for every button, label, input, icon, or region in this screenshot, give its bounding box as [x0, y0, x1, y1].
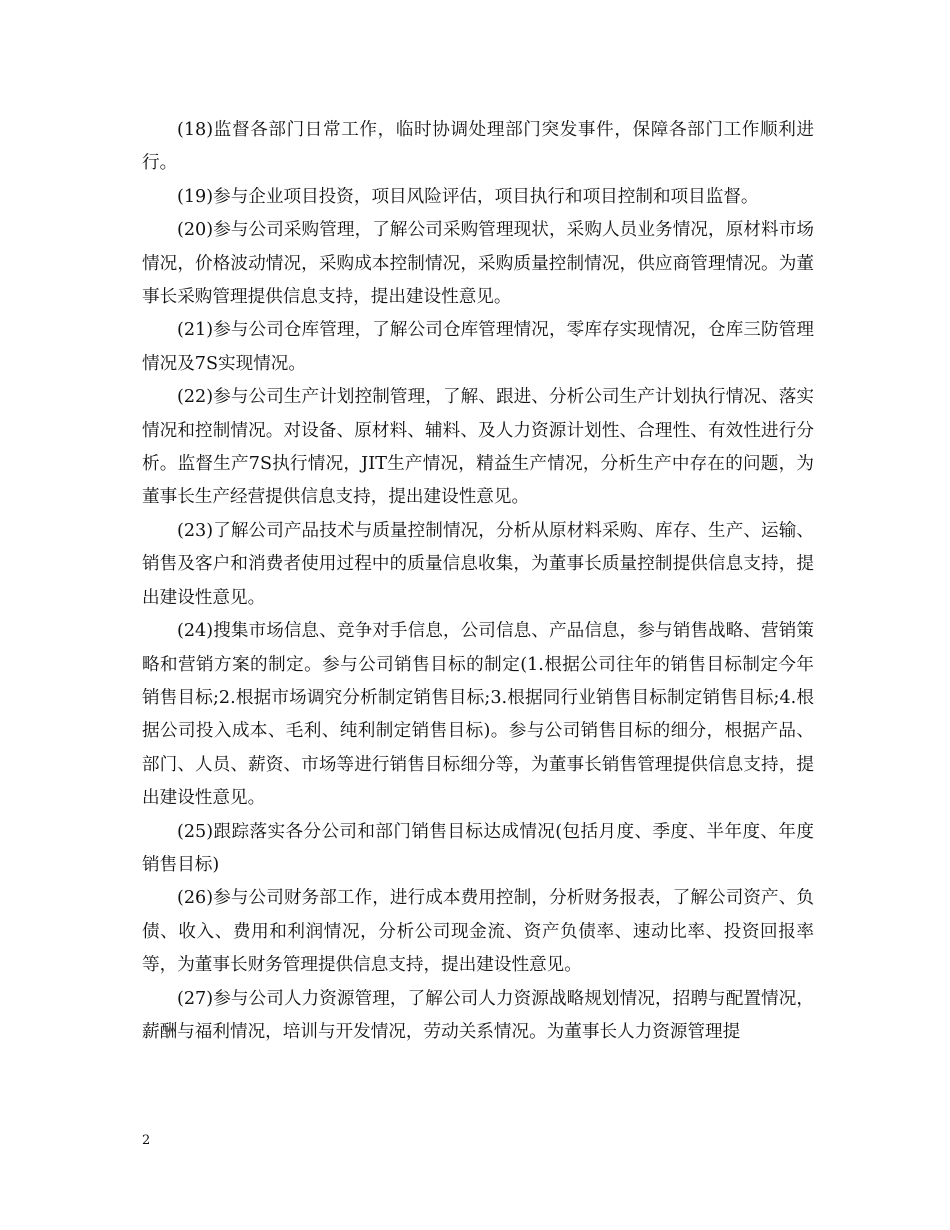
paragraph-27: (27)参与公司人力资源管理，了解公司人力资源战略规划情况，招聘与配置情况，薪酬与福利情况，培训与开发情况，劳动关系情况。为董事长人力资源管理提 [142, 988, 814, 1042]
paragraph-19: (19)参与企业项目投资，项目风险评估，项目执行和项目控制和项目监督。 [177, 186, 759, 207]
paragraph-24: (24)搜集市场信息、竞争对手信息，公司信息、产品信息，参与销售战略、营销策略和营销方案的制定。参与公司销售目标的制定(1.根据公司往年的销售目标制定今年销售目标;2.根据市场调究分析制定销售目标;3.根据同行业销售目标制定销售目标;4.根据公司投入成本、毛利、纯利制定销售目标)。参与公司销售目标的细分，根据产品、部门、人员、薪资、市场等进行销售目标细分等，为董事长销售管理提供信息支持，提出建设性意见。 [142, 621, 814, 809]
paragraph-20: (20)参与公司采购管理，了解公司采购管理现状，采购人员业务情况，原材料市场情况，价格波动情况，采购成本控制情况，采购质量控制情况，供应商管理情况。为董事长采购管理提供信息支持，提出建设性意见。 [142, 220, 814, 308]
paragraph-21: (21)参与公司仓库管理，了解公司仓库管理情况，零库存实现情况，仓库三防管理情况及7S实现情况。 [142, 320, 814, 374]
paragraph-22: (22)参与公司生产计划控制管理，了解、跟进、分析公司生产计划执行情况、落实情况和控制情况。对设备、原材料、辅料、及人力资源计划性、合理性、有效性进行分析。监督生产7S执行情况，JIT生产情况，精益生产情况，分析生产中存在的问题，为董事长生产经营提供信息支持，提出建设性意见。 [142, 387, 814, 508]
page-number: 2 [142, 1133, 151, 1148]
paragraph-26: (26)参与公司财务部工作，进行成本费用控制，分析财务报表，了解公司资产、负债、收入、费用和利润情况，分析公司现金流、资产负债率、速动比率、投资回报率等，为董事长财务管理提供信息支持，提出建设性意见。 [142, 888, 814, 976]
paragraph-25: (25)跟踪落实各分公司和部门销售目标达成情况(包括月度、季度、半年度、年度销售目标) [142, 821, 814, 875]
paragraph-18: (18)监督各部门日常工作，临时协调处理部门突发事件，保障各部门工作顺利进行。 [142, 120, 814, 174]
document-body [142, 114, 814, 1049]
paragraph-23: (23)了解公司产品技术与质量控制情况，分析从原材料采购、库存、生产、运输、销售及客户和消费者使用过程中的质量信息收集，为董事长质量控制提供信息支持，提出建设性意见。 [142, 520, 814, 608]
